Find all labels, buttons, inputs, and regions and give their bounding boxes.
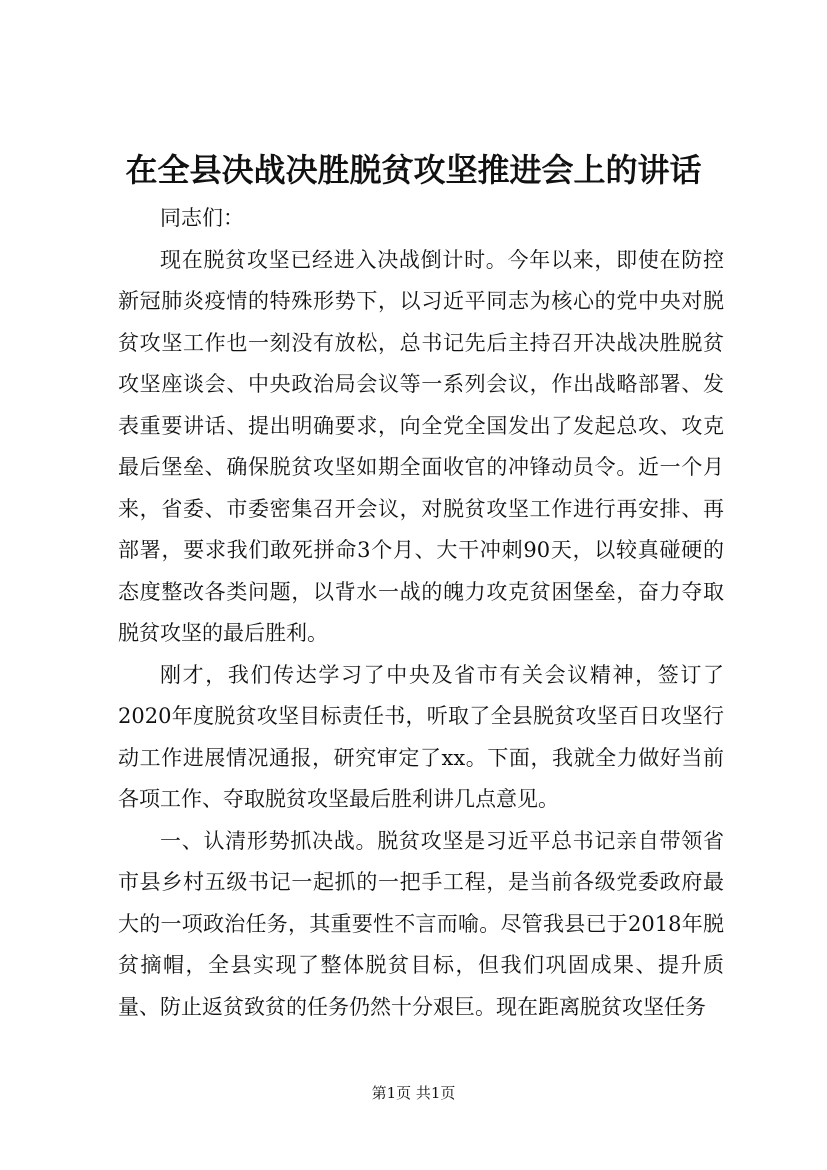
paragraph-1: 现在脱贫攻坚已经进入决战倒计时。今年以来，即使在防控新冠肺炎疫情的特殊形势下，以习近平同志为核心的党中央对脱贫攻坚工作也一刻没有放松，总书记先后主持召开决战决胜脱贫攻坚座谈会、中央政治局会议等一系列会议，作出战略部署、发表重要讲话、提出明确要求，向全党全国发出了发起总攻、攻克最后堡垒、确保脱贫攻坚如期全面收官的冲锋动员令。近一个月来，省委、市委密集召开会议，对脱贫攻坚工作进行再安排、再部署，要求我们敢死拼命3个月、大干冲刺90天，以较真碰硬的态度整改各类问题，以背水一战的魄力攻克贫困堡垒，奋力夺取脱贫攻坚的最后胜利。 bbox=[118, 247, 724, 645]
document-title: 在全县决战决胜脱贫攻坚推进会上的讲话 bbox=[125, 151, 702, 189]
page-footer: 第1页 共1页 bbox=[371, 1084, 456, 1102]
document-body bbox=[118, 198, 724, 1028]
paragraph-3: 一、认清形势抓决战。脱贫攻坚是习近平总书记亲自带领省市县乡村五级书记一起抓的一把手工程，是当前各级党委政府最大的一项政治任务，其重要性不言而喻。尽管我县已于2018年脱贫摘帽，全县实现了整体脱贫目标，但我们巩固成果、提升质量、防止返贫致贫的任务仍然十分艰巨。现在距离脱贫攻坚任务 bbox=[118, 828, 724, 1019]
salutation: 同志们： bbox=[160, 206, 244, 230]
paragraph-2: 刚才，我们传达学习了中央及省市有关会议精神，签订了2020年度脱贫攻坚目标责任书，听取了全县脱贫攻坚百日攻坚行动工作进展情况通报，研究审定了xx。下面，我就全力做好当前各项工作、夺取脱贫攻坚最后胜利讲几点意见。 bbox=[118, 662, 724, 811]
